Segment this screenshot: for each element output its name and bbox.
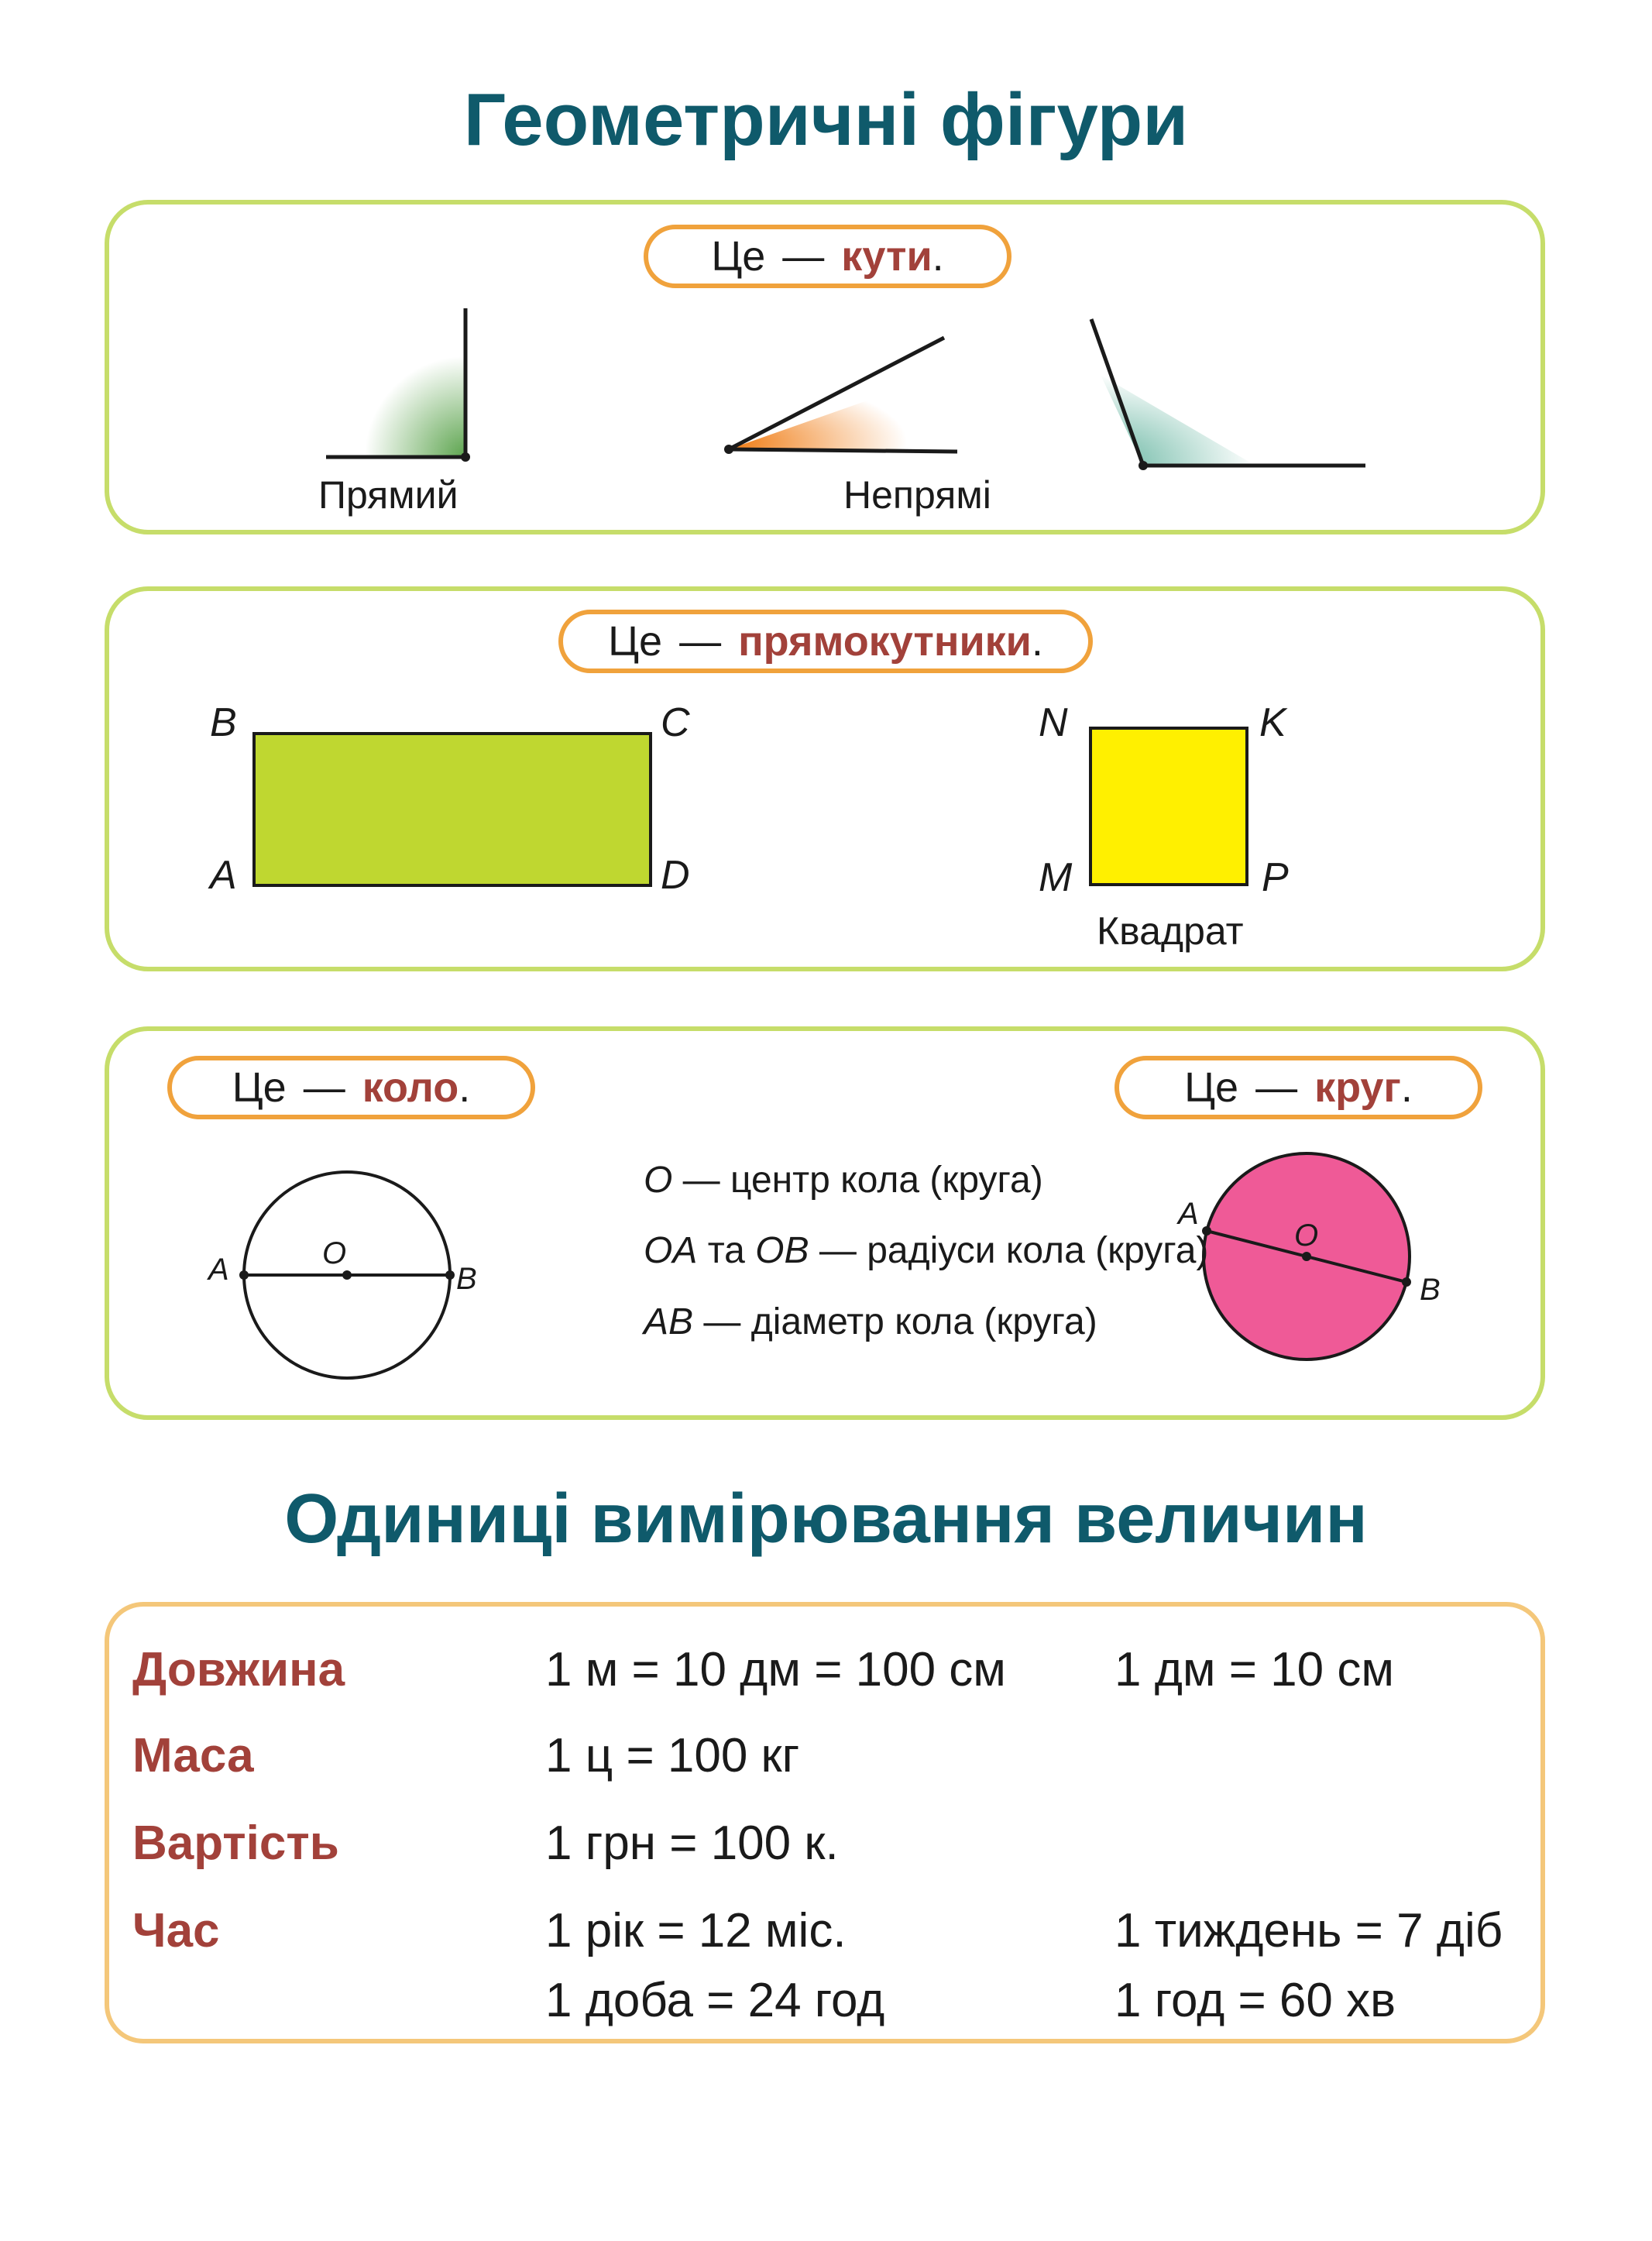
disk-pill: Це — круг . — [1114, 1056, 1482, 1119]
circle-figure — [239, 1172, 455, 1378]
circles-drawing — [109, 1031, 1540, 1415]
disk-figure — [1202, 1153, 1411, 1359]
legend-radii: OA та OB — радіуси кола (круга) — [644, 1230, 1209, 1271]
units-panel — [105, 1602, 1545, 2043]
acute-angle — [724, 338, 957, 454]
legend-diameter: AB — діаметр кола (круга) — [644, 1301, 1097, 1342]
right-angle — [326, 308, 470, 462]
unit-name-length: Довжина — [132, 1643, 345, 1696]
unit-value: 1 м = 10 дм = 100 см — [545, 1643, 1006, 1696]
unit-name-time: Час — [132, 1904, 220, 1957]
unit-value: 1 дм = 10 см — [1114, 1643, 1394, 1696]
vertex-c: C — [661, 700, 690, 745]
unit-value: 1 доба = 24 год — [545, 1974, 885, 2027]
angles-pill: Це — кути . — [644, 225, 1011, 288]
rectangles-keyword: прямокутники — [738, 618, 1032, 665]
unit-value: 1 рік = 12 міс. — [545, 1904, 847, 1957]
disk-point-a: A — [1178, 1197, 1199, 1231]
vertex-k: K — [1259, 700, 1286, 745]
unit-value: 1 тиждень = 7 діб — [1114, 1904, 1503, 1957]
unit-value: 1 ц = 100 кг — [545, 1729, 800, 1782]
circle-pill: Це — коло . — [167, 1056, 535, 1119]
right-angle-label: Прямий — [318, 473, 459, 517]
vertex-m: M — [1039, 855, 1073, 900]
circle-keyword: коло — [362, 1064, 459, 1111]
vertex-p: P — [1262, 855, 1289, 900]
vertex-n: N — [1039, 700, 1068, 745]
units-title: Одиниці вимірювання величин — [284, 1480, 1368, 1558]
legend-center: O — центр кола (круга) — [644, 1160, 1043, 1201]
unit-name-mass: Маса — [132, 1729, 254, 1782]
unit-value: 1 год = 60 хв — [1114, 1974, 1396, 2027]
obtuse-angle — [1091, 319, 1365, 470]
vertex-d: D — [661, 853, 690, 898]
page-title: Геометричні фігури — [463, 78, 1189, 161]
angles-keyword: кути — [841, 233, 932, 280]
circle-point-b: B — [456, 1262, 477, 1296]
vertex-b: B — [210, 700, 237, 745]
disk-point-b: B — [1420, 1273, 1441, 1307]
circle-point-a: A — [208, 1253, 229, 1287]
vertex-a: A — [210, 853, 237, 898]
square-nkpm — [1089, 727, 1248, 886]
unit-name-cost: Вартість — [132, 1817, 339, 1870]
rectangle-abcd — [252, 732, 652, 887]
unit-value: 1 грн = 100 к. — [545, 1817, 839, 1870]
other-angles-label: Непрямі — [843, 473, 991, 517]
disk-point-o: O — [1294, 1218, 1319, 1253]
square-label: Квадрат — [1097, 909, 1244, 953]
angles-panel — [105, 200, 1545, 534]
rectangles-panel — [105, 586, 1545, 971]
circles-panel — [105, 1026, 1545, 1420]
disk-keyword: круг — [1314, 1064, 1401, 1111]
circle-point-o: O — [322, 1236, 347, 1270]
rectangles-pill: Це — прямокутники . — [558, 610, 1093, 673]
